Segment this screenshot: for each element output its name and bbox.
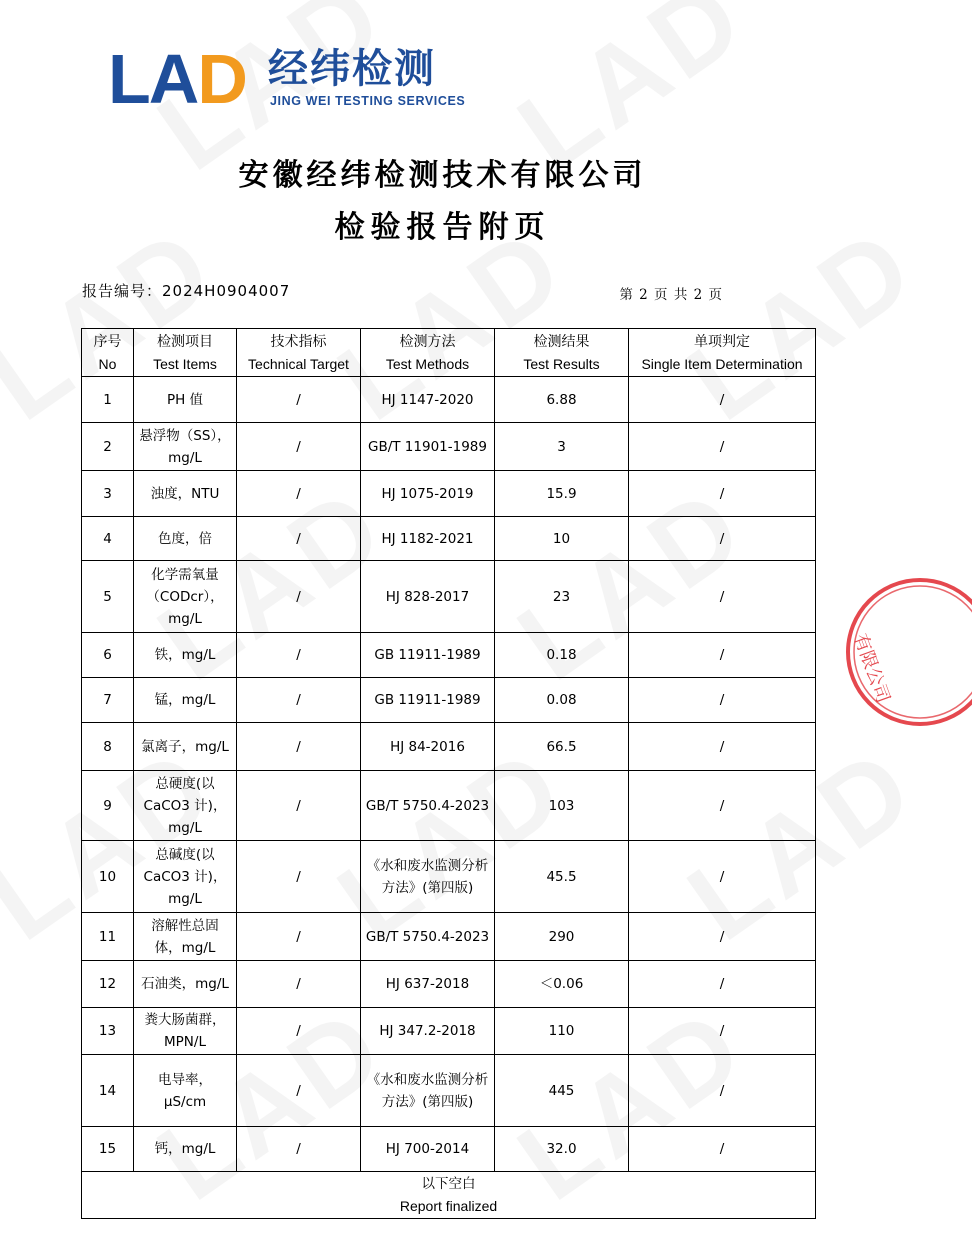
cell-target: / [237, 913, 361, 961]
cell-target: / [237, 517, 361, 561]
table-row [82, 517, 816, 561]
cell-item: 粪大肠菌群，MPN/L [134, 1008, 237, 1055]
cell-no: 13 [82, 1008, 134, 1055]
cell-result: 15.9 [495, 471, 629, 517]
cell-item: 总碱度(以CaCO3 计)，mg/L [134, 841, 237, 913]
cell-result: 23 [495, 561, 629, 633]
table-row [82, 723, 816, 771]
cell-determination: / [629, 1127, 816, 1172]
table-footer-row [82, 1172, 816, 1219]
cell-result: 45.5 [495, 841, 629, 913]
cell-target: / [237, 678, 361, 723]
cell-result: 66.5 [495, 723, 629, 771]
cell-no: 6 [82, 633, 134, 678]
cell-target: / [237, 841, 361, 913]
header-no: 序号 No [82, 329, 134, 377]
cell-no: 3 [82, 471, 134, 517]
report-end-note: 以下空白 Report finalized [82, 1172, 816, 1219]
cell-item: PH 值 [134, 377, 237, 423]
cell-determination: / [629, 913, 816, 961]
page-info: 第 2 页 共 2 页 [619, 287, 723, 303]
cell-method: 《水和废水监测分析方法》(第四版) [361, 841, 495, 913]
results-table [81, 328, 816, 1219]
table-row [82, 841, 816, 913]
cell-result: 0.18 [495, 633, 629, 678]
cell-determination: / [629, 961, 816, 1008]
company-seal-stamp [842, 572, 972, 732]
cell-method: HJ 347.2-2018 [361, 1008, 495, 1055]
cell-item: 溶解性总固体，mg/L [134, 913, 237, 961]
cell-determination: / [629, 841, 816, 913]
table-row [82, 913, 816, 961]
cell-result: 10 [495, 517, 629, 561]
cell-result: 290 [495, 913, 629, 961]
cell-determination: / [629, 423, 816, 471]
cell-determination: / [629, 377, 816, 423]
cell-item: 总硬度(以CaCO3 计)，mg/L [134, 771, 237, 841]
cell-target: / [237, 771, 361, 841]
cell-target: / [237, 633, 361, 678]
cell-no: 5 [82, 561, 134, 633]
cell-method: 《水和废水监测分析方法》(第四版) [361, 1055, 495, 1127]
header-determination: 单项判定 Single Item Determination [629, 329, 816, 377]
cell-target: / [237, 961, 361, 1008]
cell-determination: / [629, 561, 816, 633]
cell-method: HJ 637-2018 [361, 961, 495, 1008]
cell-determination: / [629, 1055, 816, 1127]
cell-method: GB/T 11901-1989 [361, 423, 495, 471]
seal-text: 有限公司 [849, 630, 894, 706]
cell-target: / [237, 561, 361, 633]
cell-result: 6.88 [495, 377, 629, 423]
cell-result: 0.08 [495, 678, 629, 723]
cell-item: 铁，mg/L [134, 633, 237, 678]
table-row [82, 377, 816, 423]
table-row [82, 1055, 816, 1127]
cell-method: GB/T 5750.4-2023 [361, 913, 495, 961]
cell-result: 103 [495, 771, 629, 841]
cell-target: / [237, 723, 361, 771]
cell-target: / [237, 423, 361, 471]
cell-determination: / [629, 517, 816, 561]
table-row [82, 471, 816, 517]
cell-method: GB 11911-1989 [361, 633, 495, 678]
cell-target: / [237, 1008, 361, 1055]
cell-no: 8 [82, 723, 134, 771]
cell-result: 110 [495, 1008, 629, 1055]
table-row [82, 561, 816, 633]
cell-item: 氯离子，mg/L [134, 723, 237, 771]
cell-no: 11 [82, 913, 134, 961]
header-test-items: 检测项目 Test Items [134, 329, 237, 377]
report-subtitle: 检验报告附页 [334, 210, 551, 245]
cell-item: 石油类，mg/L [134, 961, 237, 1008]
cell-item: 锰，mg/L [134, 678, 237, 723]
table-row [82, 961, 816, 1008]
cell-determination: / [629, 633, 816, 678]
company-title: 安徽经纬检测技术有限公司 [238, 158, 647, 193]
report-number: 报告编号：2024H0904007 [82, 282, 291, 300]
cell-no: 1 [82, 377, 134, 423]
cell-result: ＜0.06 [495, 961, 629, 1008]
table-row [82, 678, 816, 723]
cell-result: 3 [495, 423, 629, 471]
cell-result: 445 [495, 1055, 629, 1127]
cell-method: HJ 828-2017 [361, 561, 495, 633]
cell-item: 色度，倍 [134, 517, 237, 561]
cell-no: 2 [82, 423, 134, 471]
cell-determination: / [629, 678, 816, 723]
cell-target: / [237, 377, 361, 423]
cell-method: HJ 1147-2020 [361, 377, 495, 423]
logo-chinese-name: 经纬检测 [268, 46, 436, 92]
cell-method: HJ 84-2016 [361, 723, 495, 771]
header-test-methods: 检测方法 Test Methods [361, 329, 495, 377]
cell-item: 浊度，NTU [134, 471, 237, 517]
cell-item: 悬浮物（SS），mg/L [134, 423, 237, 471]
table-row [82, 771, 816, 841]
logo-english-name: JING WEI TESTING SERVICES [270, 94, 466, 108]
cell-method: HJ 1075-2019 [361, 471, 495, 517]
cell-determination: / [629, 771, 816, 841]
lad-logo-mark: LAD [108, 40, 246, 118]
table-row [82, 1127, 816, 1172]
cell-target: / [237, 471, 361, 517]
cell-method: GB 11911-1989 [361, 678, 495, 723]
cell-no: 12 [82, 961, 134, 1008]
cell-no: 7 [82, 678, 134, 723]
cell-item: 钙，mg/L [134, 1127, 237, 1172]
cell-result: 32.0 [495, 1127, 629, 1172]
cell-item: 化学需氧量（CODcr），mg/L [134, 561, 237, 633]
header-technical-target: 技术指标 Technical Target [237, 329, 361, 377]
cell-method: GB/T 5750.4-2023 [361, 771, 495, 841]
cell-target: / [237, 1127, 361, 1172]
header-test-results: 检测结果 Test Results [495, 329, 629, 377]
cell-no: 4 [82, 517, 134, 561]
cell-method: HJ 1182-2021 [361, 517, 495, 561]
cell-determination: / [629, 1008, 816, 1055]
company-logo [108, 40, 468, 118]
table-header-row [82, 329, 816, 377]
cell-no: 15 [82, 1127, 134, 1172]
table-row [82, 423, 816, 471]
cell-determination: / [629, 471, 816, 517]
cell-no: 10 [82, 841, 134, 913]
table-row [82, 633, 816, 678]
cell-no: 9 [82, 771, 134, 841]
cell-method: HJ 700-2014 [361, 1127, 495, 1172]
table-row [82, 1008, 816, 1055]
cell-item: 电导率，μS/cm [134, 1055, 237, 1127]
cell-target: / [237, 1055, 361, 1127]
cell-no: 14 [82, 1055, 134, 1127]
cell-determination: / [629, 723, 816, 771]
